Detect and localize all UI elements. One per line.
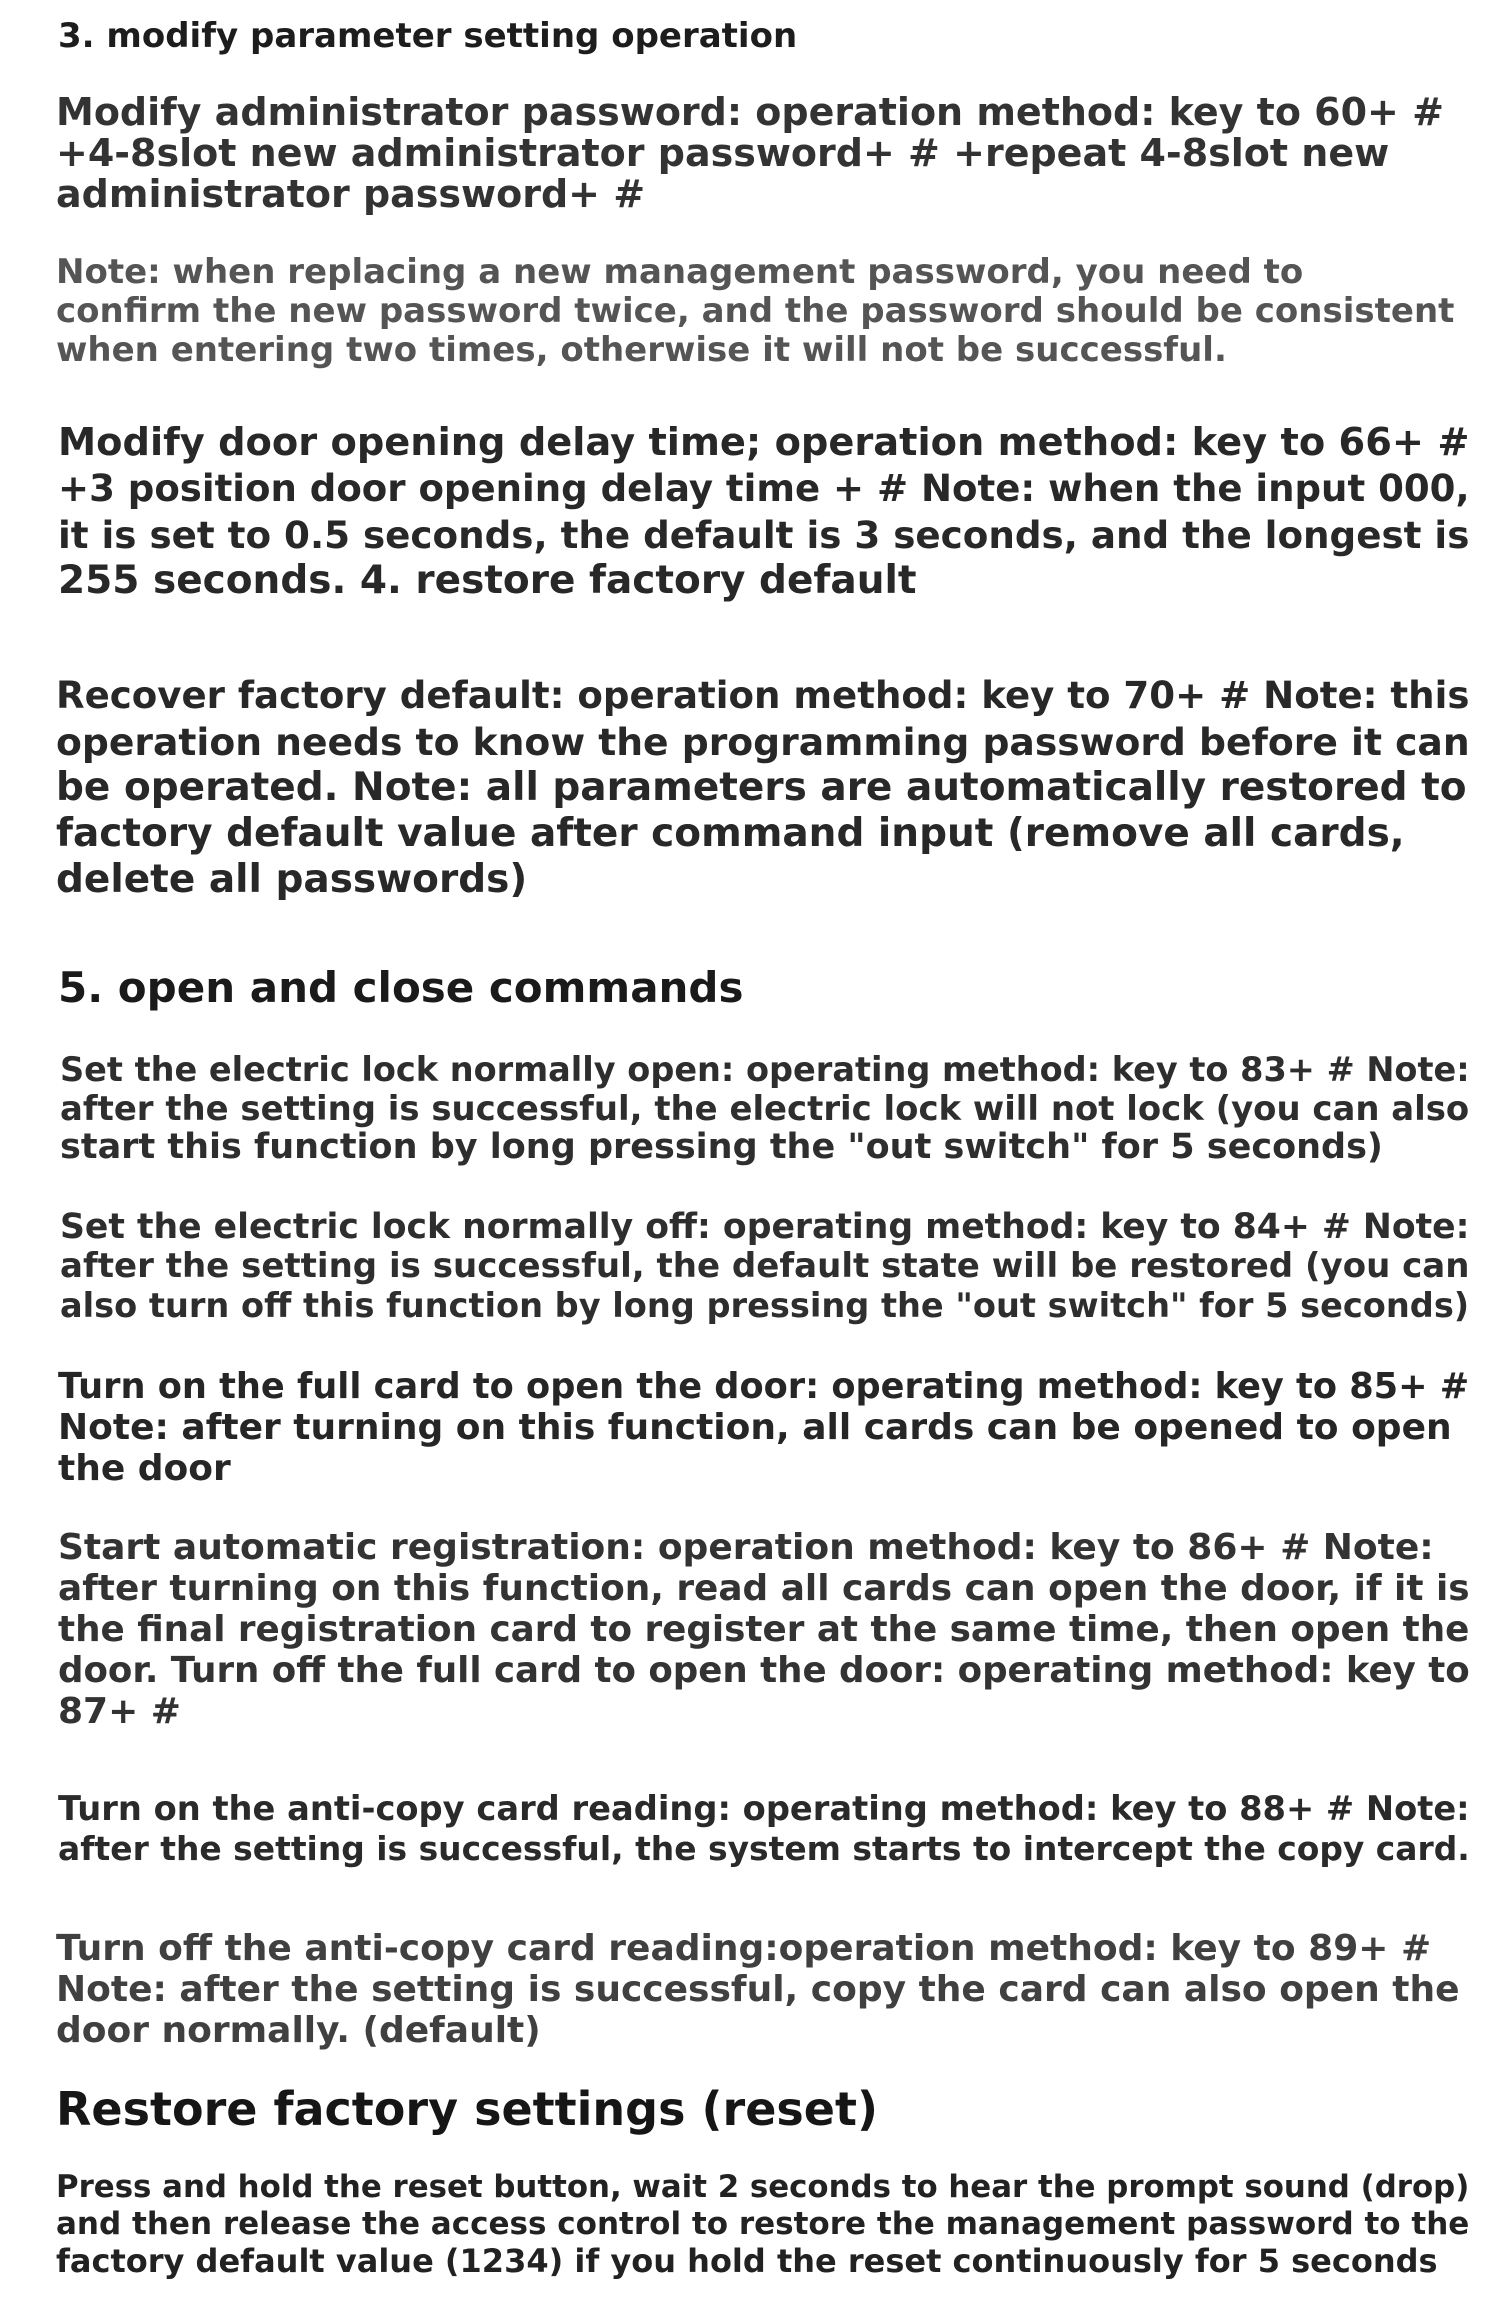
paragraph-line: it is set to 0.5 seconds, the default is 3 seconds, and the longest is [58, 513, 1470, 557]
admin-password-paragraph [56, 92, 1444, 215]
paragraph-line: start this function by long pressing the "out switch" for 5 seconds) [60, 1127, 1383, 1167]
paragraph-line: after the setting is successful, the default state will be restored (you can [60, 1246, 1470, 1286]
paragraph-line: 255 seconds. 4. restore factory default [58, 558, 917, 603]
paragraph-line: Set the electric lock normally off: operating method: key to 84+ # Note: [60, 1207, 1470, 1247]
paragraph-line: confirm the new password twice, and the password should be consistent [56, 291, 1455, 331]
reset-heading [56, 2083, 878, 2135]
paragraph-line: Note: after the setting is successful, copy the card can also open the [56, 1969, 1460, 2010]
recover-default-paragraph [56, 673, 1470, 903]
auto-registration-paragraph [58, 1527, 1470, 1732]
section-3-heading [58, 16, 797, 56]
paragraph-line: Note: when replacing a new management password, you need to [56, 252, 1304, 292]
heading-text: Restore factory settings (reset) [56, 2082, 878, 2136]
paragraph-line: Recover factory default: operation method: key to 70+ # Note: this [56, 674, 1470, 717]
paragraph-line: Turn on the full card to open the door: operating method: key to 85+ # [58, 1366, 1470, 1407]
anti-copy-off-paragraph [56, 1928, 1460, 2051]
paragraph-line: after the setting is successful, the electric lock will not lock (you can also [60, 1089, 1470, 1128]
paragraph-line: Set the electric lock normally open: operating method: key to 83+ # Note: [60, 1050, 1470, 1089]
paragraph-line: door normally. (default) [56, 2010, 541, 2051]
paragraph-line: Turn off the anti-copy card reading:operation method: key to 89+ # [56, 1928, 1432, 1969]
paragraph-line: factory default value after command input (remove all cards, [56, 811, 1405, 856]
paragraph-line: delete all passwords) [56, 857, 528, 902]
paragraph-line: 87+ # [58, 1691, 181, 1732]
anti-copy-on-paragraph [58, 1789, 1470, 1869]
paragraph-line: be operated. Note: all parameters are automatically restored to [56, 765, 1467, 810]
paragraph-line: +4-8slot new administrator password+ # +repeat 4-8slot new [56, 131, 1390, 175]
paragraph-line: Press and hold the reset button, wait 2 seconds to hear the prompt sound (drop) [56, 2169, 1470, 2205]
paragraph-line: Modify door opening delay time; operation method: key to 66+ # [58, 420, 1470, 465]
paragraph-line: when entering two times, otherwise it will not be successful. [56, 330, 1227, 370]
paragraph-line: administrator password+ # [56, 172, 646, 216]
paragraph-line: after the setting is successful, the system starts to intercept the copy card. [58, 1829, 1470, 1868]
paragraph-line: operation needs to know the programming password before it can [56, 720, 1470, 764]
section-5-heading [58, 965, 744, 1011]
door-delay-paragraph [58, 420, 1470, 604]
reset-paragraph [56, 2169, 1469, 2280]
admin-password-note [56, 253, 1454, 370]
paragraph-line: door. Turn off the full card to open the door: operating method: key to [58, 1650, 1470, 1691]
paragraph-line: +3 position door opening delay time + # Note: when the input 000, [58, 467, 1470, 510]
heading-text: 5. open and close commands [58, 963, 744, 1012]
paragraph-line: the door [58, 1448, 231, 1489]
paragraph-line: and then release the access control to restore the management password to the [56, 2206, 1470, 2242]
paragraph-line: factory default value (1234) if you hold the reset continuously for 5 seconds [56, 2242, 1438, 2280]
full-card-paragraph [58, 1366, 1469, 1489]
paragraph-line: Start automatic registration: operation method: key to 86+ # Note: [58, 1527, 1434, 1568]
paragraph-line: the final registration card to register at the same time, then open the [58, 1609, 1470, 1650]
paragraph-line: Note: after turning on this function, all cards can be opened to open [58, 1407, 1452, 1448]
heading-text: 3. modify parameter setting operation [58, 16, 798, 56]
normally-off-paragraph [60, 1208, 1469, 1325]
paragraph-line: Modify administrator password: operation method: key to 60+ # [56, 90, 1444, 134]
paragraph-line: also turn off this function by long pressing the "out switch" for 5 seconds) [60, 1286, 1470, 1325]
paragraph-line: after turning on this function, read all cards can open the door, if it is [58, 1568, 1470, 1609]
paragraph-line: Turn on the anti-copy card reading: operating method: key to 88+ # Note: [58, 1789, 1470, 1828]
normally-open-paragraph [60, 1050, 1470, 1167]
